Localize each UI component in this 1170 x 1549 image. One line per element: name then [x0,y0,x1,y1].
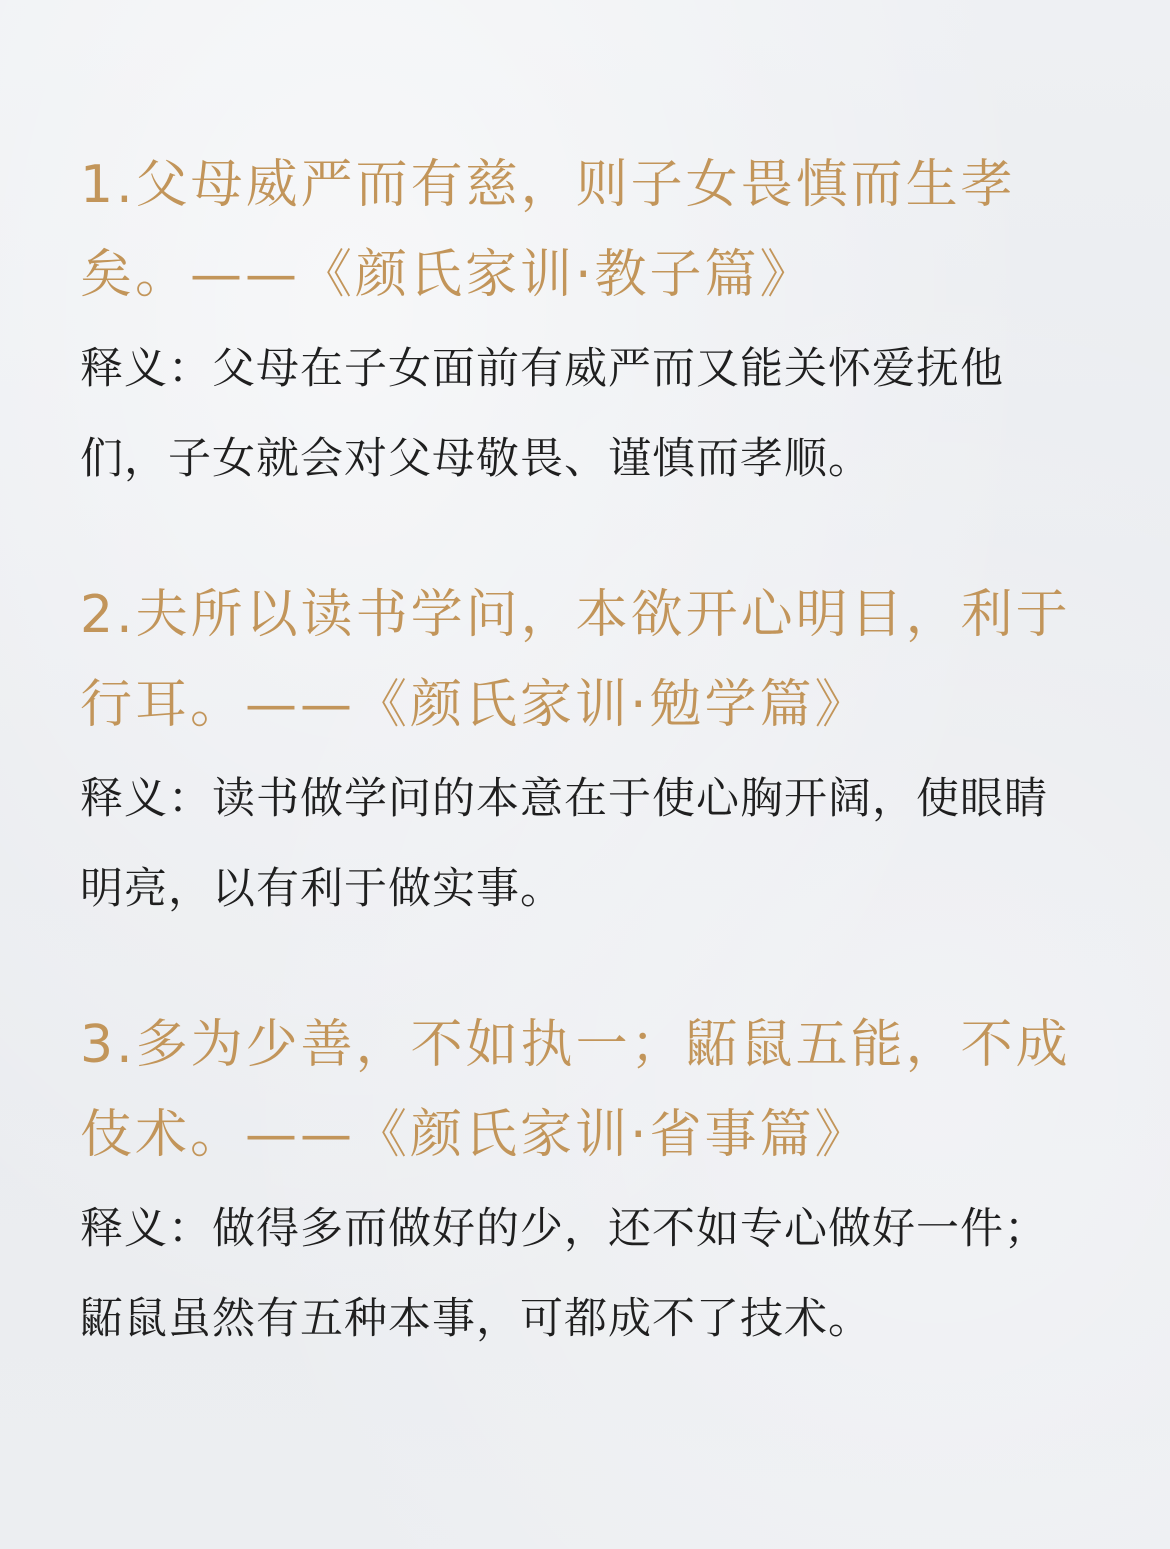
explanation-text: 释义：做得多而做好的少，还不如专心做好一件；鼫鼠虽然有五种本事，可都成不了技术。 [80,1204,1048,1344]
quote-text: 3.多为少善，不如执一；鼫鼠五能，不成伎术。——《颜氏家训·省事篇》 [80,1015,1071,1165]
quote-text: 2.夫所以读书学问，本欲开心明目，利于行耳。——《颜氏家训·勉学篇》 [80,585,1071,735]
entry-3 [80,1000,1090,1364]
explanation-text: 释义：读书做学问的本意在于使心胸开阔，使眼睛明亮，以有利于做实事。 [80,774,1048,914]
quote-text: 1.父母威严而有慈，则子女畏慎而生孝矣。——《颜氏家训·教子篇》 [80,155,1016,305]
entry-1 [80,140,1090,504]
entry-2 [80,570,1090,934]
explanation-text: 释义：父母在子女面前有威严而又能关怀爱抚他们，子女就会对父母敬畏、谨慎而孝顺。 [80,344,1004,484]
